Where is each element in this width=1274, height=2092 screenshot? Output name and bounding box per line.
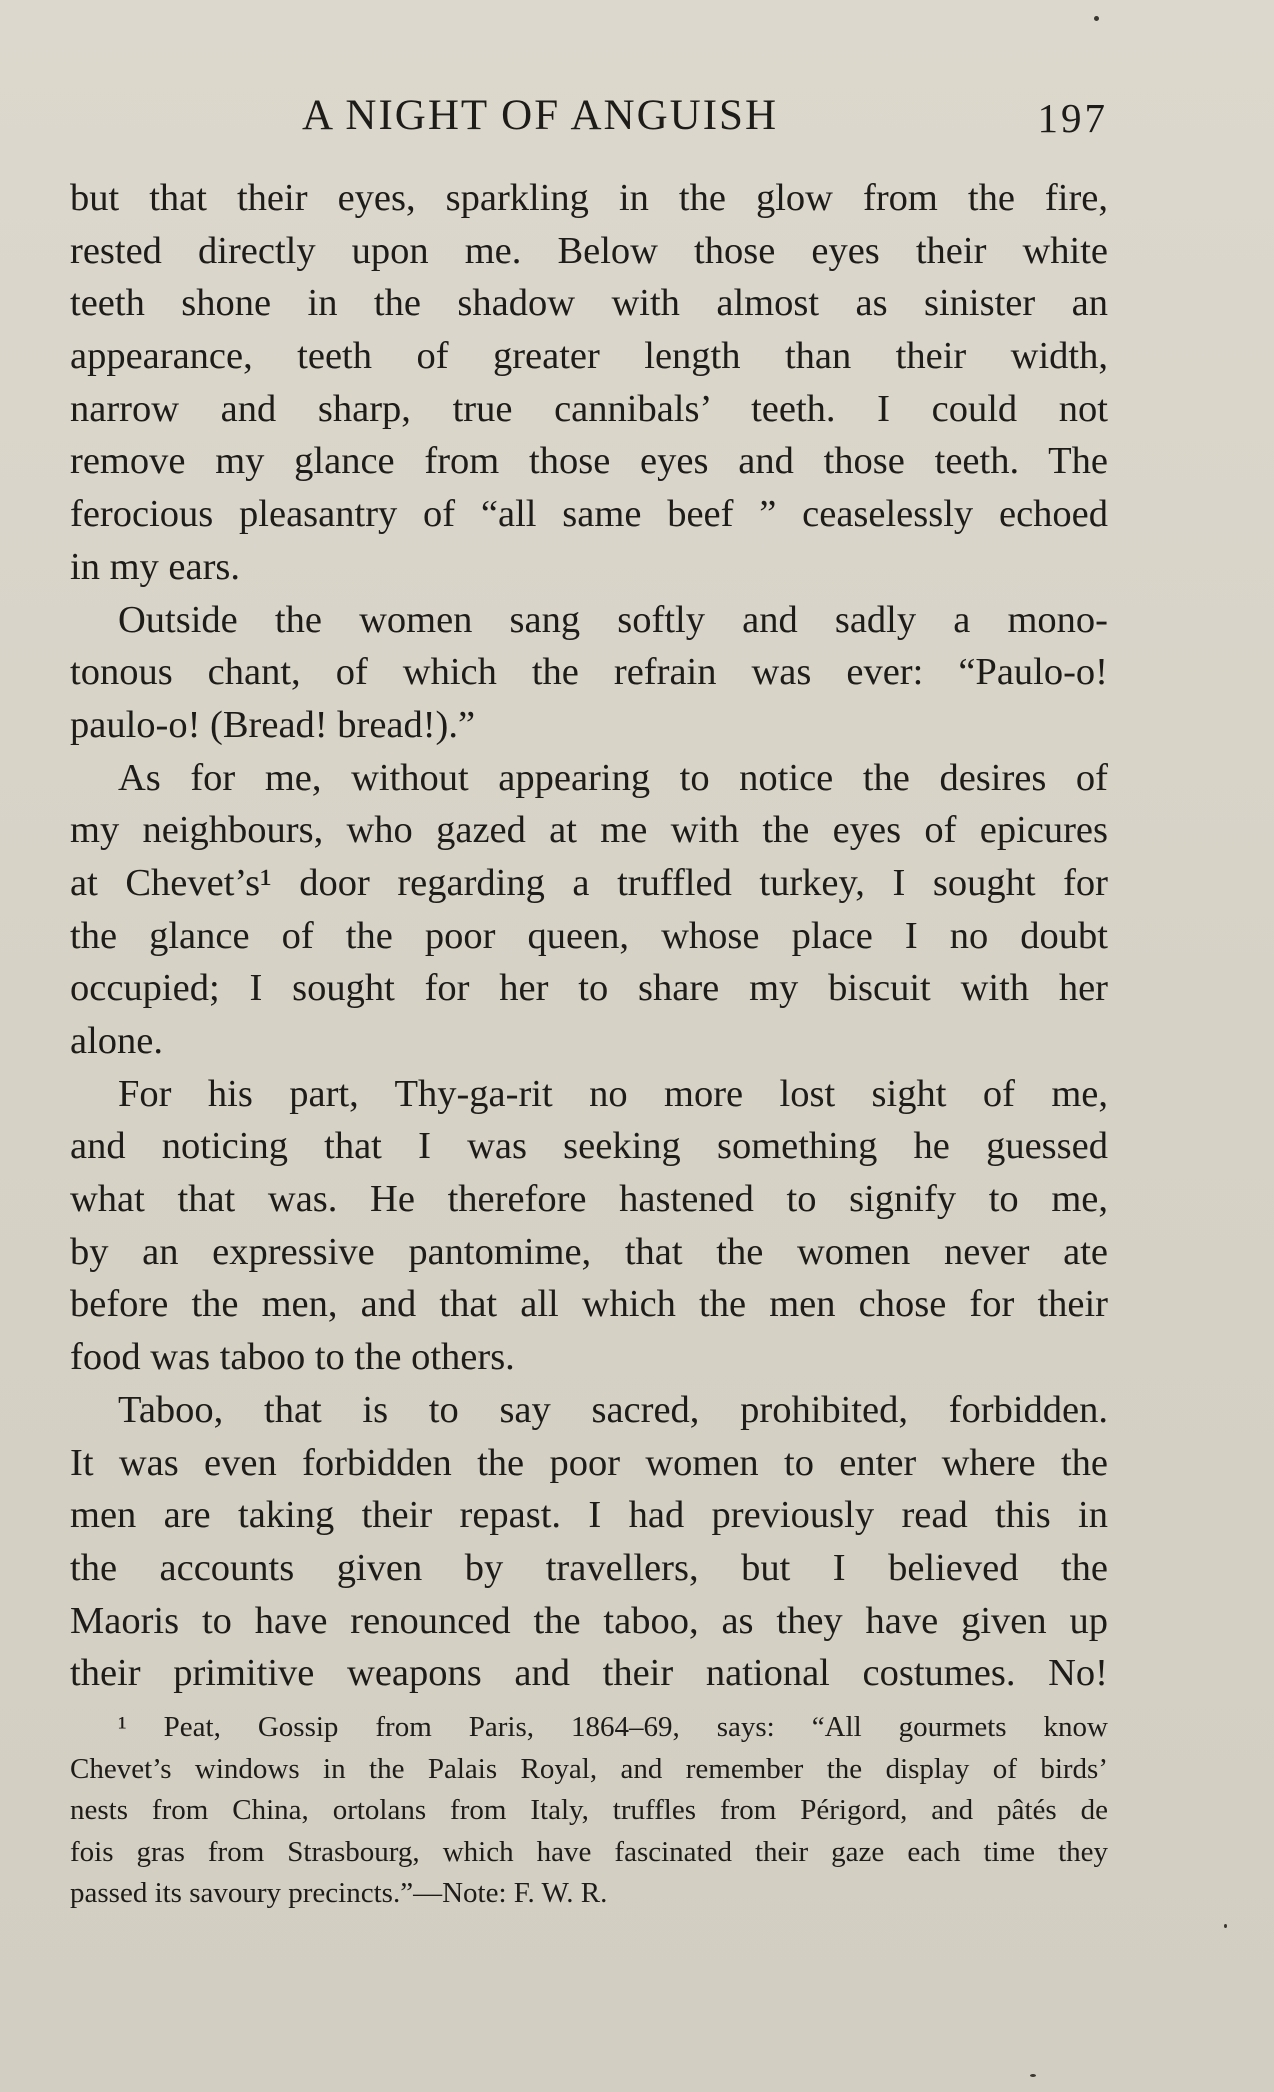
text-line: but that their eyes, sparkling in the glow from the fire, [70,177,1108,219]
text-line: their primitive weapons and their national costumes. No! [70,1652,1108,1695]
text-line: tonous chant, of which the refrain was ever: “Paulo-o! [70,651,1108,694]
footnote [70,1707,1108,1915]
text-line: Taboo, that is to say sacred, prohibited, forbidden. [118,1388,1108,1431]
footnote-line: fois gras from Strasbourg, which have fascinated their gaze each time they [70,1835,1108,1868]
text-line: As for me, without appearing to notice the desires of [118,756,1108,799]
page-number: 197 [1037,95,1108,141]
text-line: men are taking their repast. I had previously read this in [70,1494,1108,1537]
text-line: my neighbours, who gazed at me with the eyes of epicures [70,809,1108,852]
text-line: appearance, teeth of greater length than their width, [70,335,1108,378]
text-line: Outside the women sang softly and sadly a mono- [118,598,1108,641]
text-line: at Chevet’s¹ door regarding a truffled turkey, I sought for [70,861,1108,904]
text-line: the accounts given by travellers, but I believed the [70,1546,1108,1589]
footnote-line: nests from China, ortolans from Italy, truffles from Périgord, and pâtés de [70,1794,1108,1826]
text-line: before the men, and that all which the men chose for their [70,1283,1108,1326]
body-text [70,172,1108,1700]
text-line: and noticing that I was seeking something he guessed [70,1125,1108,1168]
text-line: what that was. He therefore hastened to signify to me, [70,1178,1108,1221]
paper-speck [1094,16,1099,21]
text-line: by an expressive pantomime, that the women never ate [70,1230,1108,1273]
text-line: For his part, Thy-ga-rit no more lost sight of me, [118,1072,1108,1115]
text-line: teeth shone in the shadow with almost as sinister an [70,282,1108,325]
text-line: ferocious pleasantry of “all same beef ” ceaselessly echoed [70,493,1108,536]
paper-speck [1224,1924,1227,1928]
text-line: alone. [70,1020,163,1062]
text-line: food was taboo to the others. [70,1336,515,1379]
paper-speck [1030,2074,1036,2077]
text-line: occupied; I sought for her to share my biscuit with her [70,967,1108,1010]
footnote-line: passed its savoury precincts.”—Note: F. W. R. [70,1877,608,1909]
text-line: remove my glance from those eyes and those teeth. The [70,440,1108,483]
running-title: A NIGHT OF ANGUISH [302,92,778,139]
text-line: paulo-o! (Bread! bread!).” [70,703,476,746]
text-line: in my ears. [70,545,240,588]
footnote-line: ¹ Peat, Gossip from Paris, 1864–69, says: “All gourmets know [118,1711,1108,1743]
text-line: narrow and sharp, true cannibals’ teeth. I could not [70,387,1108,430]
text-line: rested directly upon me. Below those eyes their white [70,229,1108,272]
running-head [70,86,1108,146]
text-line: the glance of the poor queen, whose place I no doubt [70,914,1108,957]
text-line: Maoris to have renounced the taboo, as they have given up [70,1599,1108,1642]
footnote-line: Chevet’s windows in the Palais Royal, and remember the display of birds’ [70,1752,1108,1785]
text-line: It was even forbidden the poor women to enter where the [70,1441,1108,1484]
